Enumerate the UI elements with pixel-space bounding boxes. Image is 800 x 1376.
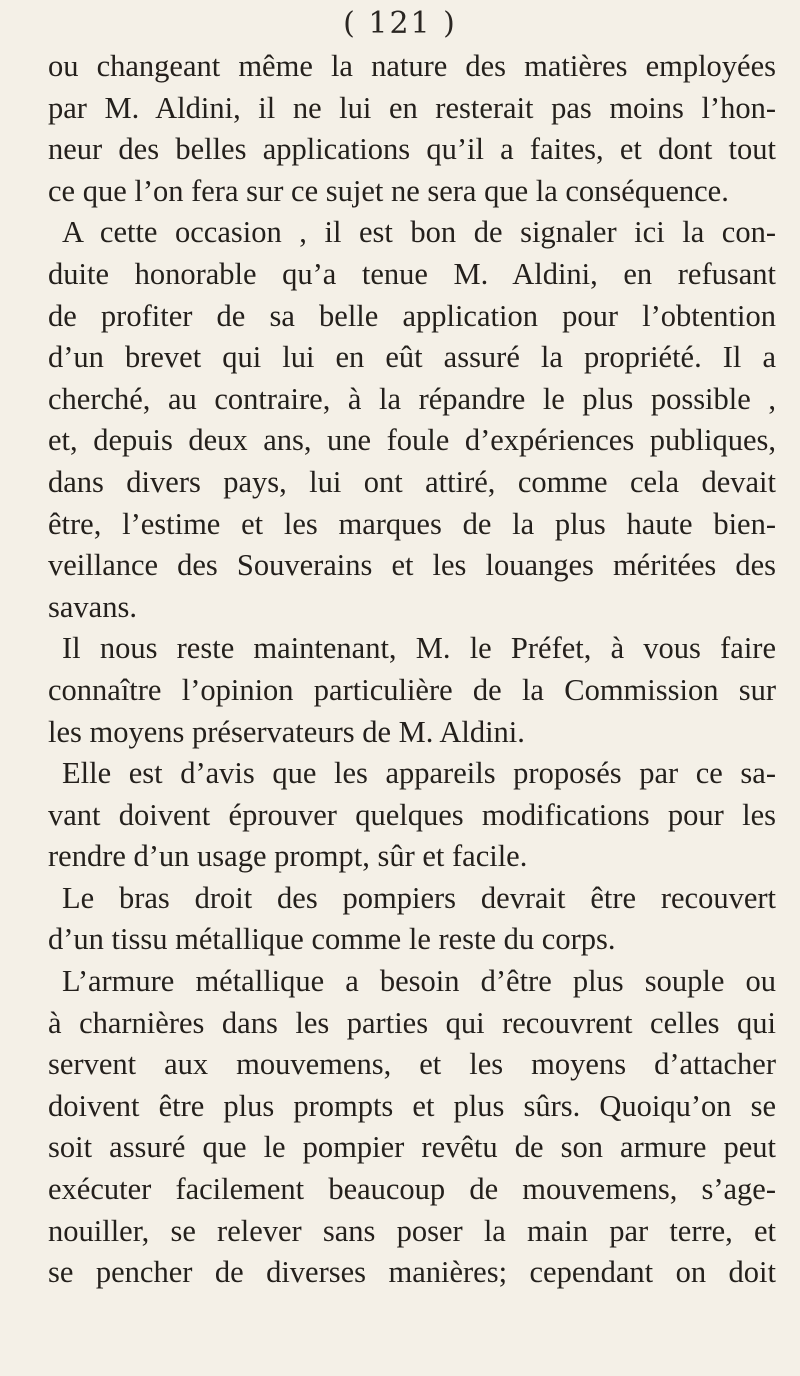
text-line: dans divers pays, lui ont attiré, comme cela devait — [48, 464, 776, 499]
text-line: Le bras droit des pompiers devrait être recouvert — [62, 880, 776, 915]
text-line: A cette occasion , il est bon de signaler ici la con- — [62, 215, 776, 250]
text-line: rendre d’un usage prompt, sûr et facile. — [48, 839, 528, 874]
text-line: les moyens préservateurs de M. Aldini. — [48, 714, 525, 749]
text-line: Elle est d’avis que les appareils proposés par ce sa- — [62, 756, 776, 791]
text-line: d’un tissu métallique comme le reste du corps. — [48, 922, 616, 957]
text-line: de profiter de sa belle application pour l’obtention — [48, 298, 776, 333]
text-line: cherché, au contraire, à la répandre le plus possible , — [48, 381, 776, 416]
text-line: à charnières dans les parties qui recouvrent celles qui — [48, 1005, 776, 1040]
text-line: Il nous reste maintenant, M. le Préfet, à vous faire — [62, 631, 776, 666]
body-text — [48, 46, 776, 1294]
text-line: neur des belles applications qu’il a faites, et dont tout — [48, 132, 776, 167]
text-line: ce que l’on fera sur ce sujet ne sera que la conséquence. — [48, 173, 729, 208]
text-line: être, l’estime et les marques de la plus haute bien- — [48, 506, 776, 541]
text-line: veillance des Souverains et les louanges méritées des — [48, 548, 776, 583]
page-number: ( 121 ) — [343, 6, 457, 41]
text-line: doivent être plus prompts et plus sûrs. Quoiqu’on se — [48, 1088, 776, 1123]
text-line: nouiller, se relever sans poser la main par terre, et — [48, 1213, 776, 1248]
text-line: ou changeant même la nature des matières employées — [48, 49, 776, 83]
text-line: savans. — [48, 589, 137, 624]
text-line: par M. Aldini, il ne lui en resterait pas moins l’hon- — [48, 90, 776, 125]
text-line: connaître l’opinion particulière de la Commission sur — [48, 672, 776, 707]
text-line: L’armure métallique a besoin d’être plus souple ou — [62, 964, 776, 999]
text-line: et, depuis deux ans, une foule d’expériences publiques, — [48, 423, 776, 458]
text-line: servent aux mouvemens, et les moyens d’attacher — [48, 1047, 776, 1082]
text-line: soit assuré que le pompier revêtu de son armure peut — [48, 1130, 776, 1165]
text-line: d’un brevet qui lui en eût assuré la propriété. Il a — [48, 340, 776, 375]
text-line: exécuter facilement beaucoup de mouvemens, s’age- — [48, 1172, 776, 1207]
text-line: vant doivent éprouver quelques modifications pour les — [48, 797, 776, 832]
text-line: se pencher de diverses manières; cependant on doit — [48, 1255, 776, 1290]
text-line: duite honorable qu’a tenue M. Aldini, en refusant — [48, 256, 776, 291]
